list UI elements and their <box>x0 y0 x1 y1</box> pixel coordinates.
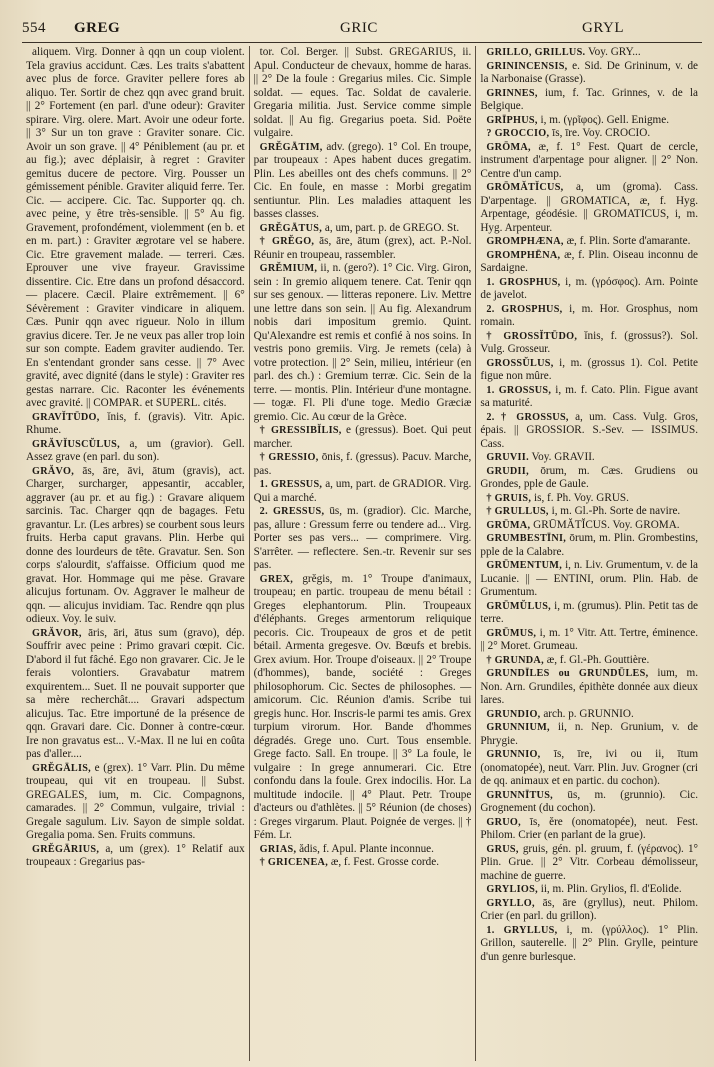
entry-definition: i, m. 1° Vitr. Att. Tertre, éminence. || 2° Moret. Grumeau. <box>480 626 699 652</box>
dictionary-entry <box>26 627 245 762</box>
entry-headword: † GRUIS, <box>486 492 532 504</box>
entry-definition: ii, n. Nep. Grunium, v. de Phrygie. <box>480 721 699 747</box>
dictionary-entry <box>480 721 698 748</box>
dictionary-entry <box>26 762 245 843</box>
entry-headword: 2. GRESSUS, <box>259 506 325 517</box>
entry-definition: īs, ĕre (onomatopée), neut. Fest. Philom. Crier (en parlant de la grue). <box>480 815 699 841</box>
dictionary-entry <box>254 141 472 222</box>
entry-headword: 1. GRYLLUS, <box>486 924 558 936</box>
dictionary-entry <box>480 843 698 884</box>
entry-definition: īs, īre, ivi ou ii, ītum (onomatopée), neut. Varr. Plin. Juv. Grogner (cri de qq. animaux et en partic. du cochon). <box>480 748 699 787</box>
entry-headword: GRUDII, <box>486 465 529 477</box>
dictionary-entry <box>480 181 698 235</box>
entry-headword: GRŪMA, <box>486 519 531 531</box>
dictionary-entry <box>254 843 472 857</box>
entry-definition: ās, āre, ātum (grex), act. P.-Nol. Réunir en troupeau, rassembler. <box>253 235 472 261</box>
entry-headword: GRĔGĀRIUS, <box>32 843 100 855</box>
dictionary-entry <box>480 748 698 789</box>
dictionary-entry <box>254 46 472 141</box>
page-number: 554 <box>22 20 46 36</box>
dictionary-entry <box>480 87 698 114</box>
dictionary-entry <box>480 411 698 452</box>
entry-definition: Voy. GRY... <box>588 46 641 58</box>
dictionary-entry <box>480 600 698 627</box>
entry-headword: 2. † GROSSUS, <box>486 411 569 423</box>
entry-headword: GRUNNIUM, <box>486 722 550 733</box>
dictionary-entry <box>480 465 698 492</box>
column-middle <box>249 46 476 1061</box>
center-guide-word: GRIC <box>340 20 378 36</box>
dictionary-entry <box>480 505 698 519</box>
dictionary-entry <box>254 478 472 505</box>
entry-definition: gruis, gén. pl. gruum, f. (γέρανος). 1° Plin. Grue. || 2° Vitr. Corbeau démolisseur, machine de guerre. <box>480 842 699 882</box>
dictionary-entry <box>480 46 698 60</box>
entry-definition: e (gressus). Boet. Qui peut marcher. <box>253 424 472 450</box>
entry-definition: adv. (grego). 1° Col. En troupe, par troupeaux : Apes habent duces gregatim. Plin. Les abeilles ont des chefs communs. || 2° Cic. En foule, en masse : Morbi gregatim sentiuntur. Plin. Les maladies attaquent les basses classes. <box>253 140 472 220</box>
entry-headword: GRŪMŬLUS, <box>486 600 552 612</box>
entry-definition: a, um (gravior). Gell. Assez grave (en parl. du son). <box>26 437 245 463</box>
entry-headword: GRŪMUS, <box>486 627 537 639</box>
entry-headword: GRUNNIO, <box>486 749 541 760</box>
entry-headword: GROMPHĒNA, <box>486 249 561 261</box>
entry-headword: GRŌMA, <box>486 141 531 153</box>
entry-definition: ās, āre (gryllus), neut. Philom. Crier (en parl. du grillon). <box>480 896 699 922</box>
entry-definition: i, m. f. Cato. Plin. Figue avant sa maturité. <box>480 383 698 409</box>
dictionary-entry <box>480 789 698 816</box>
dictionary-entry <box>480 141 698 182</box>
entry-definition: GRŪMĂTĬCUS. Voy. GROMA. <box>533 518 680 531</box>
dictionary-entry <box>480 114 698 128</box>
entry-definition: i, m. (γρύλλος). 1° Plin. Grillon, sauterelle. || 2° Plin. Grylle, peinture d'un genre burlesque. <box>480 923 699 963</box>
entry-definition: i, m. Gl.-Ph. Sorte de navire. <box>551 505 681 517</box>
dictionary-entry <box>480 924 698 965</box>
entry-headword: † GRULLUS, <box>486 506 549 517</box>
dictionary-entry <box>254 262 472 424</box>
entry-headword: GRUNDIO, <box>486 708 541 720</box>
entry-definition: grĕgis, m. 1° Troupe d'animaux, troupeau; en partic. troupeau de menu bétail : Greges elephantorum. Plin. Troupeaux d'éléphants. Greges armentorum reliquique pecoris. Cic. Troupeaux de gros et de petit bétail. Armenta gregesve. Ov. Bœufs et brebis. Grex avium. Hor. Troupe d'oiseaux. || 2° Troupe (d'hommes), bande, société : Greges philosophorum. Cic. Sectes de philosophes. — amicorum. Cic. Réunion d'amis. Scribe tui gregis hunc. Hor. Inscris-le parmi tes amis. Grex turpium virorum. Hor. Bande d'hommes dégradés. Grege uno. Curt. Tous ensemble. Grege facto. Sall. En troupe. || 3° La foule, le vulgaire : In grege annumerari. Cic. Etre confondu dans la foule. Grex indocilis. Hor. La multitude indocile. || 4° Plaut. Petr. Troupe d'acteurs ou d'athlètes. || 5° Réunion (de choses) : Greges virgarum. Plaut. Poignée de verges. || † Fém. Lr. <box>253 572 472 841</box>
entry-headword: † GRESSIBĬLIS, <box>259 425 342 436</box>
entry-definition: i, m. (grossus 1). Col. Petite figue non mûre. <box>480 356 699 382</box>
entry-definition: Voy. GRAVII. <box>531 451 595 463</box>
entry-definition: a, um (groma). Cass. D'arpentage. || GROMATICA, æ, f. Hyg. Arpentage, géodésie. || GROMATICUS, i, m. Hyg. Arpenteur. <box>480 181 699 234</box>
dictionary-entry <box>26 411 245 438</box>
entry-definition: i, m. (grumus). Plin. Petit tas de terre. <box>480 599 699 625</box>
column-left <box>22 46 249 1061</box>
dictionary-entry <box>480 384 698 411</box>
left-guide-word: GREG <box>74 20 121 36</box>
entry-headword: 1. GRESSUS, <box>259 479 323 490</box>
entry-definition: i, m. (γρῖφος). Gell. Enigme. <box>540 113 670 126</box>
entry-headword: 1. GROSSUS, <box>486 384 552 396</box>
dictionary-entry <box>254 573 472 843</box>
dictionary-entry <box>254 451 472 478</box>
dictionary-entry <box>480 559 698 600</box>
dictionary-entry <box>480 492 698 506</box>
entry-definition: āris, āri, ātus sum (gravo), dép. Souffrir avec peine : Primo gravari cœpit. Cic. D'abord il fut fâché. Ego non gravarer. Cic. Je le ferais volontiers. Gravabatur matrem exquirentem... Suet. Il ne pouvait supporter que sa mère recherchât.... Gravari adspectum alicujus. Tac. Etre importuné de la présence de qqn. Gravari dare. Cic. Donner à contre-cœur. Ire non gravatus est... V.-Max. Il ne lui en coûta pas d'aller.... <box>26 626 245 760</box>
right-guide-word: GRYL <box>582 20 625 36</box>
entry-definition: ōnis, f. (gressus). Pacuv. Marche, pas. <box>253 451 472 477</box>
entry-definition: a, um. Cass. Vulg. Gros, épais. || GROSSIOR. S.-Sev. — ISSIMUS. Cass. <box>480 410 699 450</box>
dictionary-entry <box>254 235 472 262</box>
entry-headword: † GRESSIO, <box>259 452 319 463</box>
entry-headword: † GRUNDA, <box>486 654 544 666</box>
entry-headword: GRUNDĪLES ou GRUNDŪLES, <box>486 668 649 679</box>
entry-headword: GRĔGĀLIS, <box>32 762 92 774</box>
entry-headword: GROSSŬLUS, <box>486 357 554 369</box>
entry-headword: GRŌMĂTĬCUS, <box>486 182 564 193</box>
entry-definition: æ, f. Plin. Oiseau inconnu de Sardaigne. <box>480 248 699 274</box>
entry-headword: GRINNES, <box>486 87 538 99</box>
text-columns <box>22 46 702 1061</box>
entry-definition: a, um, part. de GRADIOR. Virg. Qui a marché. <box>253 478 472 504</box>
entry-headword: ? GROCCIO, <box>486 128 550 139</box>
entry-definition: aliquem. Virg. Donner à qqn un coup violent. Tela gravius accidunt. Cæs. Les traits s'abattent avec plus de force. Graviter pellere fores ab aliquo. Ter. Sortir de chez qqn avec grand bruit. || 2° Fortement (en parl. d'une odeur): Graviter spirare. Virg. olere. Mart. Avoir une odeur forte. || 3° Sur un ton grave : Graviter sonare. Cic. Avoir un son grave. || 4° Péniblement (au pr. et au fig.); avec déplaisir, à regret : Graviter gemitus ducere de pectore. Virg. Pousser un gémissement pénible. Graviter aliquid ferre. Ter. Cic. — accipere. Cic. Tac. Supporter qq. ch. avec peine, y être très-sensible. || 5° Au fig. Gravement, profondément, violemment (en b. et en m. part.) : Graviter ægrotare vel se habere. Cic. Etre gravement malade. — terreri. Cæs. Eprouver une vive frayeur. Gravissime dissentire. Cic. Etre dans un profond désaccord. — placere. Cæcil. Plaire extrêmement. || 6° Sévèrement : Graviter vindicare in aliquem. Cæs. Punir qqn avec rigueur. Nolo in illum gravius dicere. Ter. Je ne veux pas aller trop loin sur son compte. Eadem graviter audiendo. Ter. En s'entendant gronder sans cesse. || 7° Avec gravité, avec dignité (dans le style) : Graviter res gestas narrare. Cic. Raconter les événements avec gravité. || COMPAR. et SUPERL. cités. <box>26 46 245 409</box>
entry-definition: ădis, f. Apul. Plante inconnue. <box>299 842 434 855</box>
dictionary-entry <box>480 667 698 708</box>
entry-headword: GRIAS, <box>259 843 297 855</box>
entry-definition: e. Sid. De Grininum, v. de la Narbonaise (Grasse). <box>480 59 699 85</box>
dictionary-entry <box>480 883 698 897</box>
dictionary-entry <box>480 816 698 843</box>
entry-headword: GRUVII. <box>486 452 529 463</box>
entry-headword: GRYLIOS, <box>486 884 538 895</box>
entry-headword: GRUNNĪTUS, <box>486 789 554 801</box>
entry-definition: arch. p. GRUNNIO. <box>543 707 634 720</box>
dictionary-entry <box>480 708 698 722</box>
entry-headword: 1. GROSPHUS, <box>486 276 561 288</box>
dictionary-entry <box>480 235 698 249</box>
dictionary-entry <box>26 46 245 411</box>
entry-definition: ium, f. Tac. Grinnes, v. de la Belgique. <box>480 86 699 112</box>
entry-definition: a, um, part. p. de GREGO. St. <box>324 221 460 234</box>
dictionary-entry <box>480 654 698 668</box>
entry-headword: GRĔMIUM, <box>259 263 318 274</box>
dictionary-entry <box>480 249 698 276</box>
dictionary-entry <box>480 357 698 384</box>
dictionary-entry <box>480 303 698 330</box>
dictionary-entry <box>480 127 698 141</box>
entry-headword: GRĔGĀTIM, <box>259 141 323 153</box>
entry-definition: ĭnis, f. (grossus?). Sol. Vulg. Grosseur. <box>480 329 699 355</box>
entry-headword: GRUMBESTĪNI, <box>486 533 567 544</box>
dictionary-entry <box>26 843 245 870</box>
entry-headword: GRŪMENTUM, <box>486 560 563 571</box>
dictionary-entry <box>254 856 472 870</box>
entry-definition: ās, āre, āvi, ātum (gravis), act. Charger, surcharger, appesantir, accabler, aggraver (au pr. et au fig.) : Gravare aliquem sarcinis. Tac. Charger qqn de bagages. Fetu gravantur. Lr. (Les arbres) se courbent sous leurs fruits. Herba caput gravans. Plin. Herbe qui donne des lourdeurs de tête. Gravatur. Sen. Son corps s'alourdit, s'affaisse. Officium quod me gravat. Hor. Hommage qui me pèse. Gravare alicujus fortunam. Ov. Aggraver le malheur de qqn. — alicujus invidiam. Tac. Rendre qqn plus odieux. Voy. le suiv. <box>26 464 245 625</box>
entry-headword: GRĂVO, <box>32 465 75 477</box>
entry-headword: GRUS, <box>486 843 519 855</box>
entry-headword: GRININCENSIS, <box>486 60 568 72</box>
entry-definition: æ, f. Fest. Grosse corde. <box>330 856 440 868</box>
dictionary-entry <box>480 897 698 924</box>
entry-headword: GREX, <box>259 573 294 585</box>
entry-definition: e (grex). 1° Varr. Plin. Du même troupeau, qui vit en troupeau. || Subst. GREGALES, ium, m. Cic. Compagnons, camarades. || 2° Commun, vulgaire, trivial : Gregale sagulum. Liv. Sayon de simple soldat. Gregalia poma. Sen. Fruits communs. <box>26 761 245 841</box>
dictionary-entry <box>254 222 472 236</box>
column-right <box>475 46 702 1061</box>
entry-definition: æ, f. Plin. Sorte d'amarante. <box>566 235 691 247</box>
entry-definition: ium, m. Non. Arn. Grundiles, épithète donnée aux dieux lares. <box>480 667 699 706</box>
entry-definition: a, um (grex). 1° Relatif aux troupeaux : Gregarius pas- <box>26 842 245 868</box>
entry-definition: ūs, m. (gradior). Cic. Marche, pas, allure : Gressum ferre ou tendere ad... Virg. Porter ses pas vers... — comprimere. Virg. S'arrêter. — reflectere. Sen.-tr. Revenir sur ses pas. <box>253 505 472 571</box>
entry-definition: i, m. Hor. Grosphus, nom romain. <box>480 302 699 328</box>
entry-headword: GRAVĬTŪDO, <box>32 411 100 423</box>
entry-definition: i, m. (γρόσφος). Arn. Pointe de javelot. <box>480 275 699 301</box>
entry-definition: ōrum, m. Plin. Grombestins, pple de la Calabre. <box>480 532 699 558</box>
entry-headword: GRĂVOR, <box>32 627 82 639</box>
entry-headword: GRĂVĬUSCŬLUS, <box>32 438 120 450</box>
dictionary-entry <box>26 438 245 465</box>
entry-headword: † GROSSĬTŪDO, <box>486 330 578 342</box>
entry-definition: īs, īre. Voy. CROCIO. <box>552 127 651 139</box>
entry-headword: GRĪPHUS, <box>486 114 538 126</box>
entry-headword: † GRĔGO, <box>259 236 315 247</box>
dictionary-entry <box>480 60 698 87</box>
entry-headword: GRYLLO, <box>486 897 535 909</box>
entry-definition: ōrum, m. Cæs. Grudiens ou Grondes, pple de Gaule. <box>480 464 699 490</box>
dictionary-entry <box>480 532 698 559</box>
entry-definition: æ, f. 1° Fest. Quart de cercle, instrument d'arpentage pour aligner. || 2° Non. Centre d'un camp. <box>480 140 699 180</box>
dictionary-entry <box>254 424 472 451</box>
entry-definition: is, f. Ph. Voy. GRUS. <box>534 491 629 504</box>
dictionary-entry <box>480 627 698 654</box>
dictionary-entry <box>480 330 698 357</box>
entry-definition: ii, n. (gero?). 1° Cic. Virg. Giron, sein : In gremio aliquem tenere. Cat. Tenir qqn sur ses genoux. — litteras reponere. Liv. Mettre une lettre dans son sein. || Au fig. Alexandrum nobis dari impositum gremio. Quint. Qu'Alexandre est remis et confié à nos soins. In vestris pono gremiis. Virg. Je remets (cela) à votre protection. || 2° Sein, milieu, intérieur (en parl. des ch.) : Gremium terræ. Cic. Sein de la terre. — montis. Plin. Intérieur d'une montagne. — togæ. Fl. Pli d'une toge. Medio Græciæ gremio. Cic. Au cœur de la Grèce. <box>253 262 472 423</box>
entry-definition: ii, m. Plin. Grylios, fl. d'Eolide. <box>540 883 682 895</box>
page-header <box>22 18 702 43</box>
entry-headword: 2. GROSPHUS, <box>486 303 563 315</box>
dictionary-entry <box>480 451 698 465</box>
dictionary-entry <box>26 465 245 627</box>
entry-headword: GRĔGĀTUS, <box>259 222 323 234</box>
dictionary-entry <box>254 505 472 573</box>
entry-definition: ĭnis, f. (gravis). Vitr. Apic. Rhume. <box>26 410 245 436</box>
entry-headword: † GRICENEA, <box>259 857 329 868</box>
dictionary-entry <box>480 276 698 303</box>
entry-headword: GROMPHÆNA, <box>486 236 564 247</box>
entry-definition: æ, f. Gl.-Ph. Gouttière. <box>546 653 650 666</box>
entry-headword: GRILLO, GRILLUS. <box>486 47 586 58</box>
entry-definition: ūs, m. (grunnio). Cic. Grognement (du cochon). <box>480 788 699 814</box>
entry-definition: i, n. Liv. Grumentum, v. de la Lucanie. || — ENTINI, orum. Plin. Hab. de Grumentum. <box>480 559 699 598</box>
dictionary-entry <box>480 519 698 533</box>
entry-definition: tor. Col. Berger. || Subst. GREGARIUS, ii. Apul. Conducteur de chevaux, homme de haras. || 2° De la foule : Gregarius miles. Cic. Simple soldat. — eques. Tac. Soldat de cavalerie. Gregaria militia. Just. Service comme simple soldat. || Au fig. Gregarius poeta. Sid. Poëte vulgaire. <box>253 46 472 139</box>
entry-headword: GRUO, <box>486 816 521 828</box>
